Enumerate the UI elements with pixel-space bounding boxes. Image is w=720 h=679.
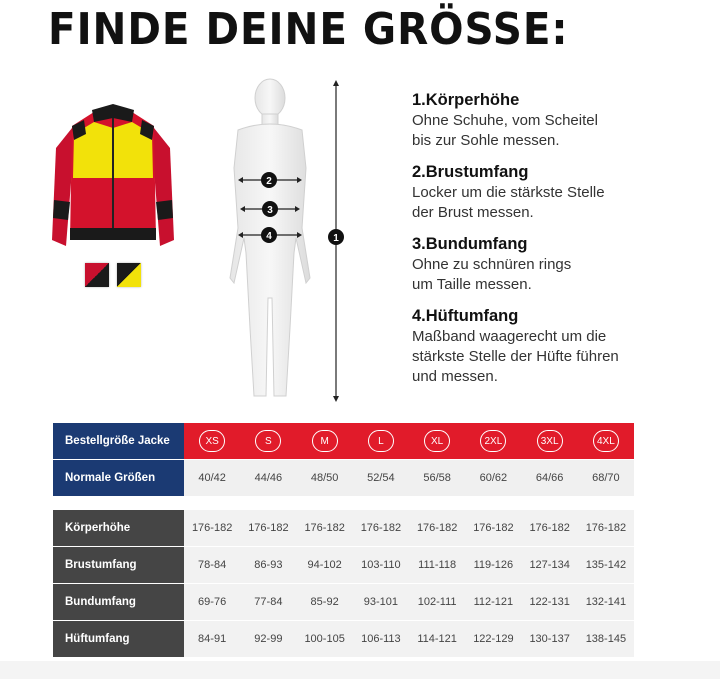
size-cell [240, 423, 296, 459]
measurement-cell: 176-182 [416, 522, 458, 534]
normal-size-cell: 68/70 [592, 472, 620, 484]
measurement-cell: 84-91 [198, 633, 227, 645]
size-table [53, 423, 634, 658]
measurement-label: Brustumfang [53, 547, 184, 583]
measurement-cell: 176-182 [585, 522, 627, 534]
svg-text:3: 3 [267, 205, 273, 216]
instruction-text: Locker um die stärkste Stelle der Brust messen. [412, 184, 605, 221]
measurement-row-bundumfang [53, 584, 634, 620]
measurement-cell: 102-111 [417, 596, 457, 608]
measurement-cell: 94-102 [307, 559, 342, 571]
instruction-koerperhoehe [412, 90, 712, 151]
instruction-brustumfang [412, 162, 712, 223]
size-badge[interactable]: M [312, 430, 338, 452]
size-badge[interactable]: 4XL [593, 430, 619, 452]
size-cell [184, 423, 240, 459]
measurement-cell: 78-84 [198, 559, 227, 571]
measurement-cell: 103-110 [361, 559, 401, 571]
body-figure [210, 78, 350, 408]
instruction-text: Ohne Schuhe, vom Scheitel bis zur Sohle messen. [412, 112, 598, 149]
measurement-cell: 130-137 [529, 633, 570, 645]
color-swatches [85, 263, 141, 287]
instruction-title: 1.Körperhöhe [412, 91, 520, 109]
svg-text:1: 1 [333, 233, 339, 244]
size-badge[interactable]: S [255, 430, 281, 452]
measurement-cell: 86-93 [254, 559, 283, 571]
size-cell [353, 423, 409, 459]
measurement-instructions [412, 90, 712, 398]
measurement-cell: 122-131 [529, 596, 570, 608]
normal-row-label: Normale Größen [53, 460, 184, 496]
measurement-cell: 92-99 [254, 633, 283, 645]
measurement-cell: 176-182 [304, 522, 345, 534]
normal-size-row [53, 460, 634, 496]
instruction-title: 3.Bundumfang [412, 235, 528, 253]
size-badge[interactable]: 2XL [480, 430, 506, 452]
measurement-label: Körperhöhe [53, 510, 184, 546]
bottom-band [0, 661, 720, 679]
marker-koerperhoehe [328, 229, 344, 245]
measurement-label: Bundumfang [53, 584, 184, 620]
instruction-text: Maßband waagerecht um die stärkste Stelle der Hüfte führen und messen. [412, 328, 619, 385]
measurement-cell: 176-182 [473, 522, 514, 534]
instruction-bundumfang [412, 234, 712, 295]
measurement-cell: 127-134 [529, 559, 570, 571]
marker-huefte [261, 227, 277, 243]
marker-brust [261, 172, 277, 188]
measurement-cell: 112-121 [473, 596, 514, 608]
measurement-cell: 69-76 [198, 596, 227, 608]
normal-size-cell: 48/50 [310, 472, 339, 484]
measurement-cell: 111-118 [418, 559, 457, 571]
marker-bund [262, 201, 278, 217]
normal-size-cell: 56/58 [423, 472, 451, 484]
instruction-hueftumfang [412, 306, 712, 387]
size-row-label: Bestellgröße Jacke [53, 423, 184, 459]
size-badge[interactable]: 3XL [537, 430, 563, 452]
measurement-cell: 119-126 [473, 559, 514, 571]
size-cell [578, 423, 634, 459]
measurement-cell: 176-182 [360, 522, 402, 534]
normal-size-cell: 40/42 [198, 472, 226, 484]
measurement-cell: 122-129 [473, 633, 514, 645]
measurement-cell: 114-121 [417, 633, 457, 645]
measurement-cell: 100-105 [304, 633, 345, 645]
measurement-cell: 85-92 [310, 596, 339, 608]
measurement-cell: 176-182 [248, 522, 289, 534]
measurement-row-hueftumfang [53, 621, 634, 657]
instruction-title: 2.Brustumfang [412, 163, 529, 181]
measurement-cell: 77-84 [254, 596, 283, 608]
jacket-image [50, 100, 176, 255]
page-title: FINDE DEINE GRÖSSE: [48, 4, 569, 55]
measurement-row-brustumfang [53, 547, 634, 583]
measurement-cell: 138-145 [585, 633, 627, 645]
instruction-text: Ohne zu schnüren rings um Taille messen. [412, 256, 572, 293]
size-cell [409, 423, 465, 459]
measurement-cell: 132-141 [585, 596, 627, 608]
size-cell [522, 423, 578, 459]
size-cell [465, 423, 521, 459]
swatch-yellow-black[interactable] [117, 263, 141, 287]
size-badge[interactable]: XL [424, 430, 450, 452]
swatch-red-black[interactable] [85, 263, 109, 287]
size-cell [297, 423, 353, 459]
svg-text:2: 2 [266, 176, 272, 187]
size-badge[interactable]: XS [199, 430, 225, 452]
svg-text:4: 4 [266, 231, 272, 242]
measurement-cell: 135-142 [585, 559, 627, 571]
normal-size-cell: 52/54 [367, 472, 395, 484]
size-badge[interactable]: L [368, 430, 394, 452]
measurement-label: Hüftumfang [53, 621, 184, 657]
measurement-cell: 176-182 [191, 522, 233, 534]
normal-size-cell: 60/62 [479, 472, 508, 484]
measurement-cell: 176-182 [529, 522, 570, 534]
instruction-title: 4.Hüftumfang [412, 307, 519, 325]
normal-size-cell: 64/66 [535, 472, 564, 484]
size-row [53, 423, 634, 459]
measurement-cell: 106-113 [361, 633, 401, 645]
normal-size-cell: 44/46 [254, 472, 283, 484]
measurement-cell: 93-101 [363, 596, 398, 608]
measurement-row-koerperhoehe [53, 510, 634, 546]
